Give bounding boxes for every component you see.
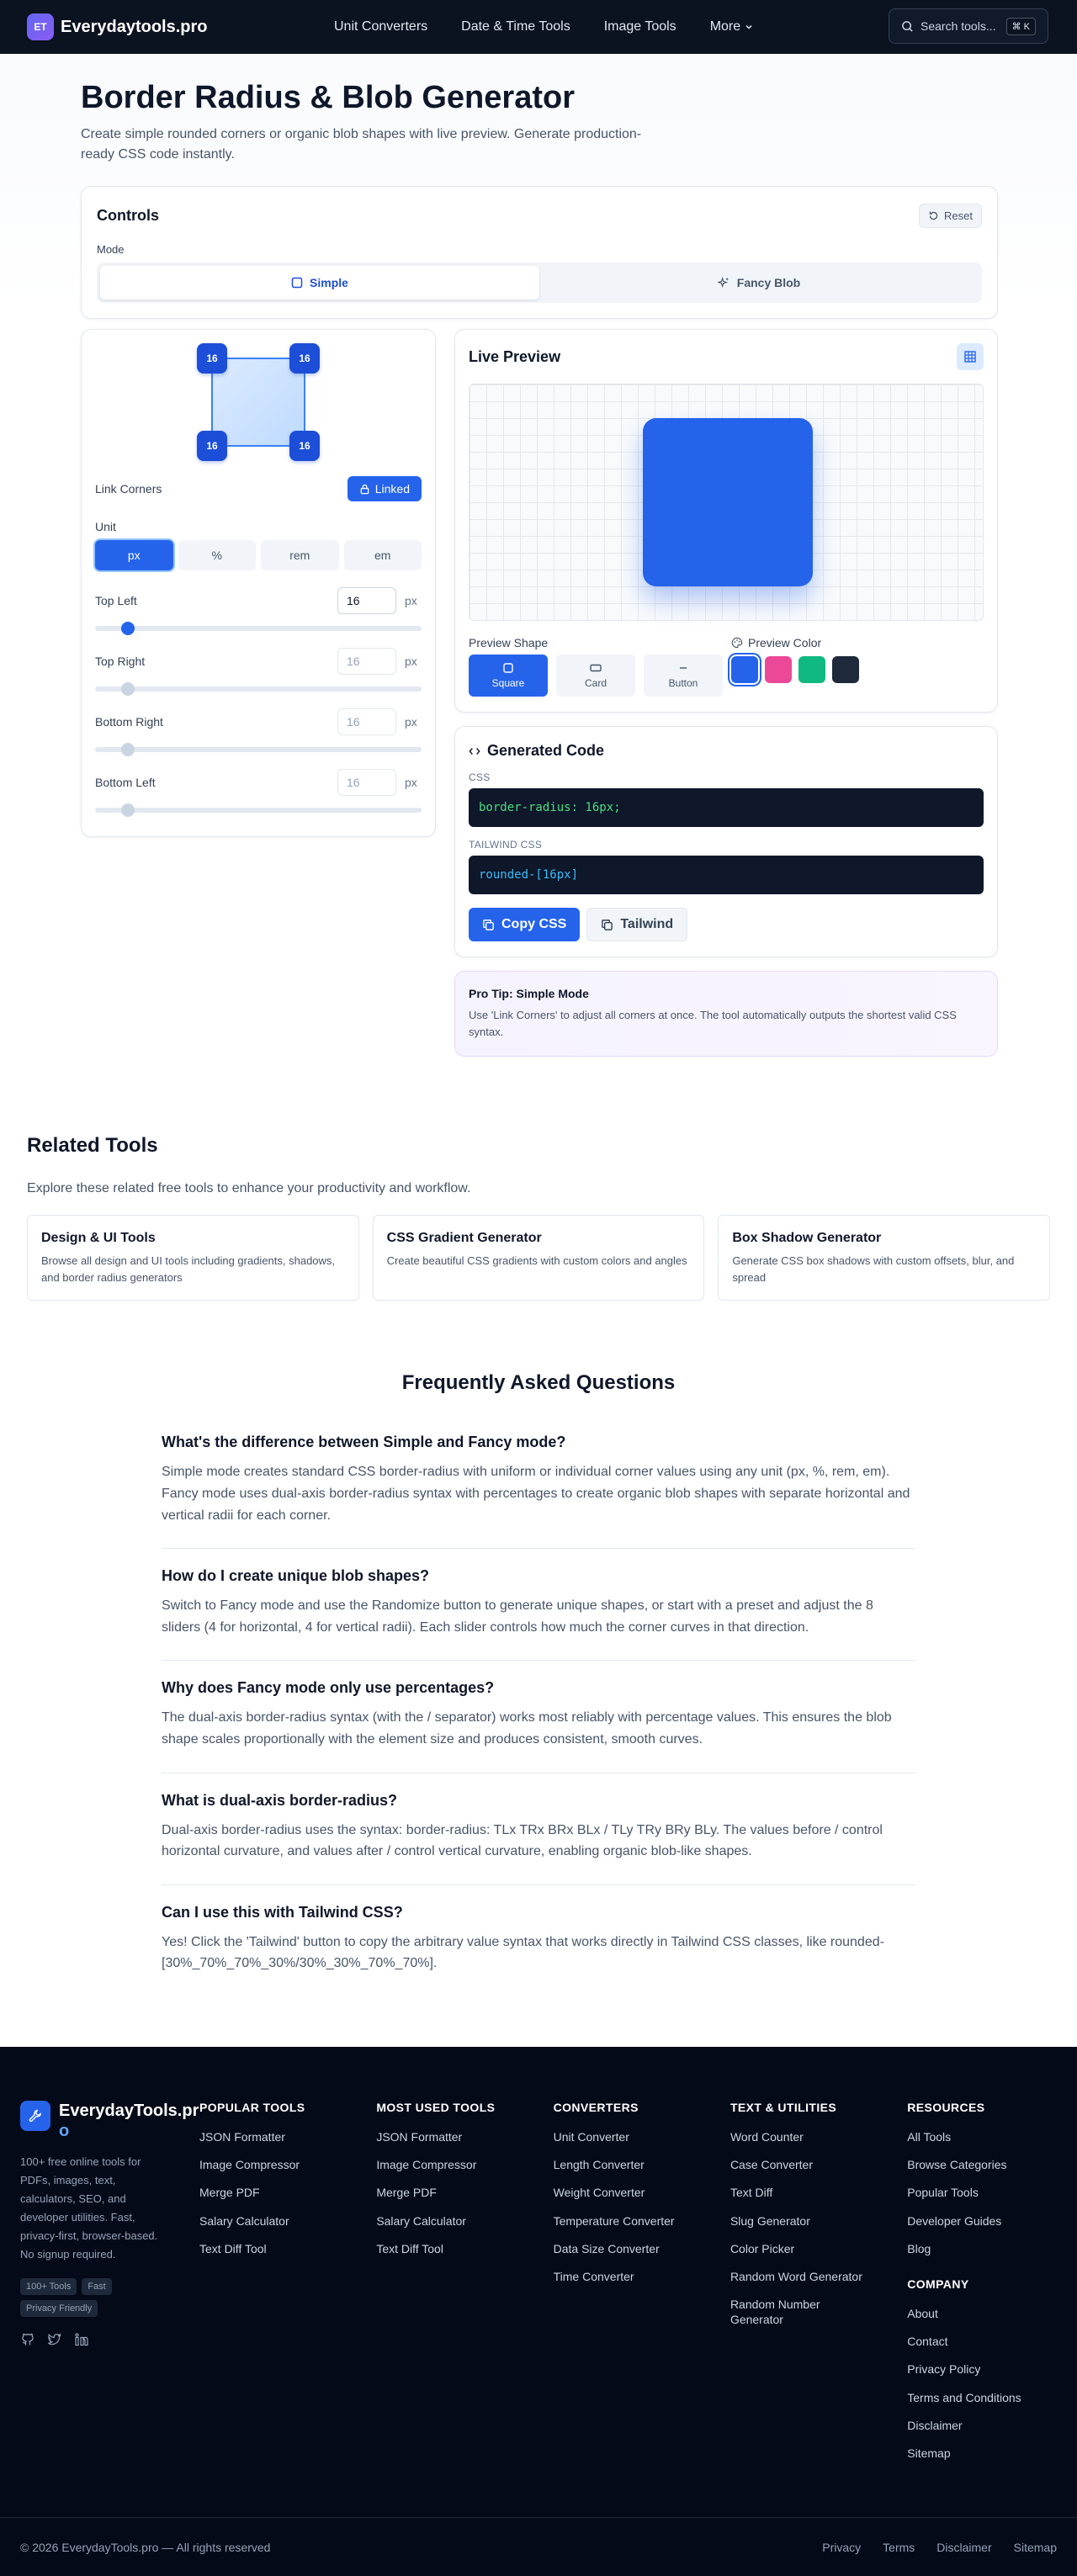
shape-square-button[interactable] [469, 655, 548, 697]
generated-code-card [454, 726, 998, 957]
grid-icon [964, 351, 976, 363]
footer-link[interactable]: Blog [907, 2241, 931, 2255]
copy-css-button[interactable] [469, 908, 580, 941]
top-navbar [0, 0, 1077, 54]
footer-link[interactable]: JSON Formatter [199, 2130, 285, 2144]
corner-badge-top-left[interactable]: 16 [197, 343, 227, 374]
footer-link[interactable]: About [907, 2306, 938, 2320]
nav-more-label: More [709, 19, 741, 34]
generated-code-title: Generated Code [487, 742, 605, 760]
corner-visualizer [197, 343, 320, 461]
faq-item [162, 1661, 915, 1773]
link-corners-label: Link Corners [95, 482, 162, 496]
faq-answer: The dual-axis border-radius syntax (with the / separator) works most reliably with percentage values. This ensures the blob shape scales proportionally with the element size and produces consistent, smooth curves. [162, 1710, 892, 1747]
footer-col-text-utilities [730, 2101, 907, 2467]
square-icon [291, 277, 303, 289]
corner-badge-bottom-right[interactable]: 16 [289, 431, 320, 461]
unit-suffix: px [405, 776, 417, 790]
footer-link[interactable]: Word Counter [729, 2130, 804, 2144]
nav-unit-converters[interactable]: Unit Converters [334, 19, 428, 34]
related-tools-section [0, 1057, 1077, 1329]
preview-color-label: Preview Color [748, 636, 822, 650]
footer-brand [20, 2101, 199, 2467]
color-swatch-green[interactable] [798, 656, 825, 683]
bottom-left-slider-thumb[interactable] [121, 803, 135, 817]
page-title: Border Radius & Blob Generator [81, 80, 575, 115]
code-icon [469, 745, 480, 757]
copy-tailwind-label: Tailwind [620, 917, 674, 932]
footer-link[interactable]: Developer Guides [907, 2213, 1002, 2228]
preview-shape-label: Preview Shape [469, 636, 549, 650]
footer-link[interactable]: Case Converter [729, 2158, 813, 2172]
nav-more-dropdown[interactable] [710, 19, 754, 34]
footer-col-resources [907, 2101, 1057, 2467]
footer-badge: Privacy Friendly [20, 2300, 98, 2317]
linkedin-icon[interactable] [74, 2332, 89, 2347]
faq-question: What is dual-axis border-radius? [162, 1791, 398, 1809]
shape-button-label: Button [668, 677, 698, 690]
brand-logo: ET [27, 13, 54, 40]
slider-label: Top Left [95, 594, 137, 608]
footer-link[interactable]: Salary Calculator [199, 2213, 289, 2228]
square-icon [502, 662, 514, 674]
footer-link[interactable]: Text Diff Tool [199, 2241, 267, 2255]
controls-title: Controls [97, 207, 159, 225]
footer-link[interactable]: Merge PDF [199, 2186, 260, 2200]
card-icon [589, 662, 602, 674]
slider-top-left [95, 587, 422, 631]
footer-link[interactable]: Slug Generator [729, 2213, 810, 2228]
bottom-right-slider-thumb[interactable] [121, 743, 135, 756]
twitter-icon[interactable] [47, 2332, 62, 2347]
related-card-desc: Browse all design and UI tools including gradients, shadows, and border radius generators [41, 1254, 336, 1284]
footer-link[interactable]: All Tools [907, 2130, 952, 2144]
footer-link[interactable]: Salary Calculator [376, 2213, 466, 2228]
nav-image-tools[interactable]: Image Tools [603, 19, 676, 34]
footer-link[interactable]: Text Diff [729, 2186, 773, 2200]
github-icon[interactable] [20, 2332, 35, 2347]
faq-answer: Dual-axis border-radius uses the syntax: border-radius: TLx TRx BRx BLx / TLy TRy BRy BLy. The values before / control horizontal curvature, and values after / control vertical curvature, enabling organic blob-like shapes. [162, 1822, 883, 1859]
top-left-slider-thumb[interactable] [121, 622, 135, 635]
reset-icon [928, 210, 939, 221]
linked-toggle-button[interactable] [348, 476, 422, 501]
footer-brand-main: EverydayTools.pr [59, 2102, 199, 2120]
wrench-icon [28, 2108, 43, 2123]
footer-link[interactable]: Text Diff Tool [376, 2241, 443, 2255]
footer-brand-name[interactable] [59, 2101, 199, 2141]
footer-link[interactable]: Data Size Converter [553, 2241, 660, 2255]
lock-icon [359, 484, 370, 495]
footer-col-popular-tools [199, 2101, 376, 2467]
faq-section [0, 1329, 1077, 2022]
slider-bottom-right [95, 708, 422, 752]
color-swatch-pink[interactable] [765, 656, 792, 683]
shape-square-label: Square [491, 677, 525, 690]
related-card-css-gradient-generator[interactable] [373, 1215, 705, 1301]
bottom-right-slider-track[interactable] [95, 747, 422, 752]
tool-section [0, 54, 1077, 1329]
footer-link[interactable]: Popular Tools [907, 2186, 979, 2200]
css-label: CSS [469, 771, 491, 784]
color-swatch-blue[interactable] [731, 656, 758, 683]
preview-shape [643, 418, 813, 586]
unit-px-button[interactable]: px [95, 540, 173, 570]
footer-link[interactable]: Merge PDF [376, 2186, 437, 2200]
faq-answer: Switch to Fancy mode and use the Randomize button to generate unique shapes, or start with a preset and adjust the 8 sliders (4 for horizontal, 4 for vertical radii). Each slider controls how much the corner curves in that direction. [162, 1598, 873, 1635]
top-right-slider-track[interactable] [95, 686, 422, 692]
footer-link[interactable]: Length Converter [553, 2158, 645, 2172]
related-card-title: Design & UI Tools [41, 1231, 156, 1246]
footer-link[interactable]: Disclaimer [907, 2418, 963, 2432]
live-preview-title: Live Preview [469, 347, 561, 365]
faq-question: How do I create unique blob shapes? [162, 1567, 430, 1585]
unit-rem-button[interactable]: rem [261, 540, 339, 570]
search-shortcut: ⌘ K [1006, 18, 1036, 35]
slider-bottom-left [95, 769, 422, 813]
chevron-down-icon [744, 22, 754, 32]
color-swatches [731, 656, 859, 683]
mode-fancy-blob-tab[interactable] [539, 266, 979, 299]
footer-col-title: POPULAR TOOLS [199, 2101, 305, 2114]
bottom-left-slider-track[interactable] [95, 808, 422, 813]
related-tools-title: Related Tools [27, 1134, 158, 1158]
mode-toggle [97, 262, 982, 303]
copy-icon [601, 919, 613, 931]
unit-suffix: px [405, 715, 417, 729]
search-label: Search tools... [920, 19, 996, 33]
top-left-input[interactable]: 16 [337, 587, 396, 614]
preview-canvas [469, 384, 984, 621]
corner-controls-card [81, 329, 436, 837]
brand-name: Everydaytools.pro [61, 17, 208, 36]
copy-icon [482, 919, 495, 931]
footer-link[interactable]: Browse Categories [907, 2158, 1007, 2172]
footer-link[interactable]: Image Compressor [376, 2158, 477, 2172]
mode-simple-tab[interactable] [100, 266, 539, 299]
reset-button[interactable] [919, 204, 982, 228]
footer-badge: Fast [82, 2278, 111, 2295]
footer-link[interactable]: Terms and Conditions [907, 2390, 1021, 2404]
copy-tailwind-button[interactable] [586, 908, 687, 941]
unit-percent-button[interactable]: % [178, 540, 257, 570]
related-card-desc: Generate CSS box shadows with custom offsets, blur, and spread [732, 1254, 1015, 1284]
footer-link[interactable]: JSON Formatter [376, 2130, 463, 2144]
faq-item [162, 1885, 915, 1996]
reset-label: Reset [944, 209, 973, 223]
footer-link[interactable]: Time Converter [553, 2269, 634, 2283]
related-card-desc: Create beautiful CSS gradients with custom colors and angles [386, 1254, 687, 1268]
shape-card-label: Card [584, 677, 607, 690]
sparkles-icon [718, 277, 730, 289]
site-footer [0, 2047, 1077, 2576]
footer-link[interactable]: Image Compressor [199, 2158, 300, 2172]
footer-bottom-link-terms[interactable]: Terms [883, 2540, 915, 2554]
footer-logo [20, 2101, 50, 2131]
related-tools-description: Explore these related free tools to enhance your productivity and workflow. [27, 1181, 471, 1196]
main-nav [334, 0, 754, 54]
footer-description: 100+ free online tools for PDFs, images, text, calculators, SEO, and developer utilities. Fast, privacy-first, browser-based. No signup required. [20, 2155, 158, 2261]
pro-tip-text: Use 'Link Corners' to adjust all corners at once. The tool automatically outputs the shortest valid CSS syntax. [469, 1009, 957, 1039]
related-card-box-shadow-generator[interactable] [718, 1215, 1050, 1301]
search-icon [901, 20, 914, 33]
unit-em-button[interactable]: em [344, 540, 422, 570]
footer-col-converters [554, 2101, 730, 2467]
copy-css-label: Copy CSS [501, 917, 567, 932]
footer-col-most-used-tools [376, 2101, 553, 2467]
faq-item [162, 1773, 915, 1885]
unit-selector [95, 540, 422, 570]
footer-link[interactable]: Color Picker [729, 2241, 795, 2255]
unit-label: Unit [95, 520, 116, 534]
slider-label: Bottom Right [95, 715, 163, 729]
palette-icon [731, 637, 743, 649]
pro-tip-title: Pro Tip: Simple Mode [469, 987, 589, 1001]
mode-simple-label: Simple [310, 276, 348, 290]
faq-answer: Simple mode creates standard CSS border-radius with uniform or individual corner values using any unit (px, %, rem, em). Fancy mode uses dual-axis border-radius syntax with percentages to create organic blob shapes with separate horizontal and vertical radii for each corner. [162, 1465, 910, 1523]
css-code-output[interactable]: border-radius: 16px; [469, 788, 984, 827]
grid-toggle-button[interactable] [957, 343, 984, 370]
footer-link[interactable]: Unit Converter [553, 2130, 629, 2144]
pro-tip-card [454, 971, 998, 1057]
footer-bottom-link-sitemap[interactable]: Sitemap [1013, 2540, 1057, 2554]
footer-col-title: CONVERTERS [553, 2101, 639, 2114]
slider-top-right [95, 648, 422, 692]
faq-title: Frequently Asked Questions [401, 1371, 676, 1395]
controls-card [81, 186, 998, 319]
footer-brand-accent: o [59, 2122, 70, 2140]
faq-answer: Yes! Click the 'Tailwind' button to copy the arbitrary value syntax that works directly in Tailwind CSS classes, like rounded-[30%_70%_70%_30%/30%_30%_70%_70%]. [162, 1934, 884, 1971]
footer-col-title: COMPANY [907, 2277, 969, 2291]
footer-link[interactable]: Weight Converter [553, 2186, 645, 2200]
tailwind-label: TAILWIND CSS [469, 839, 543, 851]
top-right-input[interactable]: 16 [337, 648, 396, 675]
corner-badge-top-right[interactable]: 16 [289, 343, 320, 374]
unit-suffix: px [405, 655, 417, 669]
live-preview-card [454, 329, 998, 713]
footer-link[interactable]: Privacy Policy [907, 2362, 981, 2377]
footer-link[interactable]: Random Number Generator [729, 2298, 820, 2327]
related-card-title: Box Shadow Generator [732, 1231, 882, 1246]
top-left-slider-track[interactable] [95, 626, 422, 631]
slider-label: Top Right [95, 655, 146, 669]
shape-button-button[interactable] [644, 655, 723, 697]
footer-badge: 100+ Tools [20, 2278, 77, 2295]
related-card-design-ui-tools[interactable] [27, 1215, 359, 1301]
linked-label: Linked [374, 482, 410, 496]
mode-label: Mode [97, 243, 125, 257]
faq-item [162, 1415, 915, 1549]
faq-question: Can I use this with Tailwind CSS? [162, 1903, 403, 1921]
brand-home-link[interactable] [27, 13, 208, 40]
related-card-title: CSS Gradient Generator [386, 1231, 542, 1246]
footer-col-title: RESOURCES [907, 2101, 985, 2114]
top-right-slider-thumb[interactable] [121, 682, 135, 696]
tailwind-code-output[interactable]: rounded-[16px] [469, 856, 984, 894]
footer-link[interactable]: Random Word Generator [729, 2269, 862, 2283]
bottom-right-input[interactable]: 16 [337, 708, 396, 735]
footer-link[interactable]: Temperature Converter [553, 2213, 675, 2228]
shape-card-button[interactable] [556, 655, 635, 697]
mode-fancy-label: Fancy Blob [736, 276, 801, 290]
footer-bottom-link-disclaimer[interactable]: Disclaimer [936, 2540, 992, 2554]
unit-suffix: px [405, 594, 417, 608]
faq-question: Why does Fancy mode only use percentages? [162, 1679, 495, 1697]
search-button[interactable] [889, 8, 1048, 44]
minus-icon [677, 662, 689, 674]
footer-bottom-link-privacy[interactable]: Privacy [822, 2540, 862, 2554]
nav-date-time-tools[interactable]: Date & Time Tools [461, 19, 570, 34]
faq-question: What's the difference between Simple and Fancy mode? [162, 1434, 566, 1451]
bottom-left-input[interactable]: 16 [337, 769, 396, 796]
footer-link[interactable]: Contact [907, 2335, 948, 2349]
copyright-text: © 2026 EverydayTools.pro — All rights reserved [20, 2540, 271, 2554]
footer-col-title: MOST USED TOOLS [376, 2101, 496, 2114]
footer-col-title: TEXT & UTILITIES [729, 2101, 837, 2114]
faq-item [162, 1549, 915, 1661]
footer-link[interactable]: Sitemap [907, 2446, 951, 2460]
page-description: Create simple rounded corners or organic blob shapes with live preview. Generate production-ready CSS code instantly. [81, 126, 642, 162]
corner-badge-bottom-left[interactable]: 16 [197, 431, 227, 461]
color-swatch-dark[interactable] [832, 656, 859, 683]
slider-label: Bottom Left [95, 776, 156, 790]
